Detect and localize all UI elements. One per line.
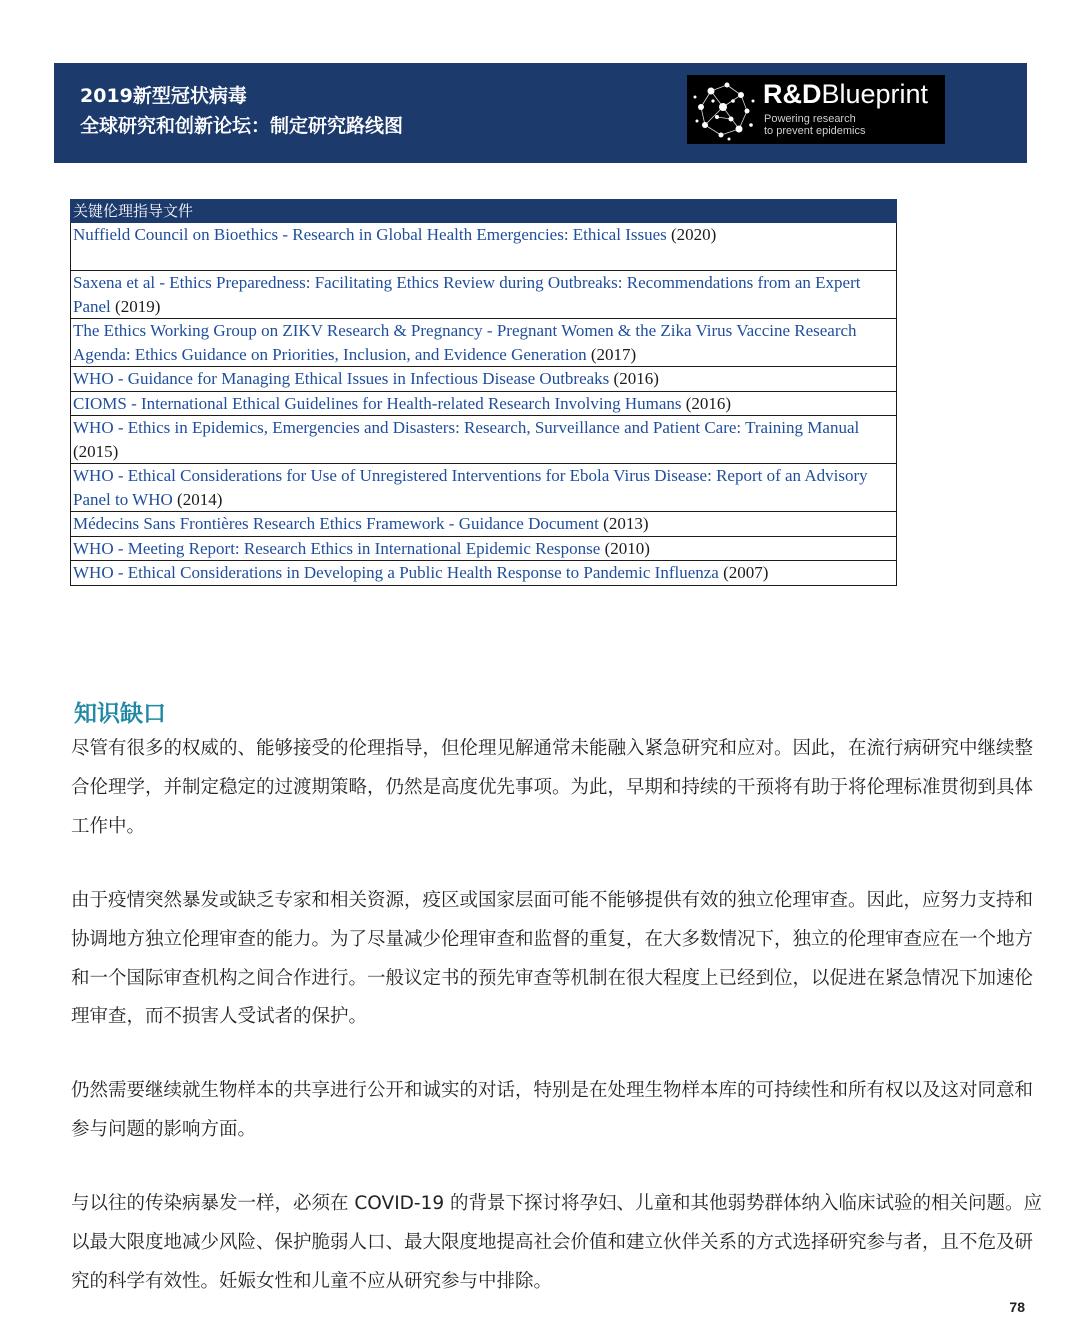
paragraph: 与以往的传染病暴发一样，必须在 COVID-19 的背景下探讨将孕妇、儿童和其他弱势群体纳入临床试验的相关问题。应以最大限度地减少风险、保护脆弱人口、最大限度地提高社会价值和建立伙伴关系的方式选择研究参与者，且不危及研究的科学有效性。妊娠女性和儿童不应从研究参与中排除。 (71, 1193, 1042, 1292)
logo-tagline (764, 113, 866, 137)
table-cell (71, 416, 897, 464)
table-cell (71, 223, 897, 271)
logo-name (763, 77, 928, 111)
reference-link[interactable]: CIOMS - International Ethical Guidelines for Health-related Research Involving Humans (73, 393, 682, 413)
reference-year: (2016) (681, 393, 732, 413)
table-cell (71, 464, 897, 512)
ethics-guidance-table (70, 199, 897, 586)
table-cell (71, 319, 897, 367)
reference-year: (2013) (598, 514, 649, 533)
reference-year: (2010) (600, 538, 650, 558)
reference-link[interactable]: Nuffield Council on Bioethics - Research in Global Health Emergencies: Ethical Issues (73, 225, 667, 244)
table-row (71, 367, 897, 392)
table-cell (71, 391, 897, 416)
table-cell (71, 536, 897, 561)
rd-blueprint-logo (687, 75, 945, 144)
table-row (71, 271, 897, 319)
page-number: 78 (1009, 1299, 1025, 1315)
section-heading: 知识缺口 (74, 701, 166, 727)
table-row (71, 561, 897, 586)
reference-year: (2017) (586, 344, 637, 364)
reference-link[interactable]: Saxena et al - Ethics Preparedness: Facilitating Ethics Review during Outbreaks: Recommendations from an Expert Panel (73, 273, 861, 316)
header-title-line1: 2019新型冠状病毒 (80, 85, 247, 107)
reference-link[interactable]: Médecins Sans Frontières Research Ethics Framework - Guidance Document (73, 514, 599, 533)
reference-year: (2020) (666, 225, 717, 244)
reference-link[interactable]: WHO - Meeting Report: Research Ethics in International Epidemic Response (73, 538, 601, 558)
network-dots-icon (691, 77, 757, 142)
reference-year: (2014) (172, 489, 223, 509)
header-title-line2: 全球研究和创新论坛：制定研究路线图 (80, 115, 404, 137)
logo-tagline-line1: Powering research (764, 113, 856, 125)
header-band (54, 63, 1027, 163)
header-title (80, 81, 403, 141)
table-cell (71, 561, 897, 586)
table-row (71, 416, 897, 464)
table-cell (71, 512, 897, 537)
reference-year: (2007) (718, 563, 769, 582)
table-cell (71, 271, 897, 319)
table-row (71, 464, 897, 512)
reference-link[interactable]: WHO - Ethical Considerations in Developing a Public Health Response to Pandemic Influenza (73, 563, 719, 582)
table-cell (71, 367, 897, 392)
reference-link[interactable]: The Ethics Working Group on ZIKV Research & Pregnancy - Pregnant Women & the Zika Virus Vaccine Research Agenda: Ethics Guidance on Priorities, Inclusion, and Evidence Generation (73, 321, 857, 364)
reference-year: (2015) (73, 441, 119, 461)
reference-link[interactable]: WHO - Guidance for Managing Ethical Issues in Infectious Disease Outbreaks (73, 369, 610, 388)
table-header-row (71, 200, 897, 223)
logo-name-rd: R&D (763, 79, 822, 109)
table-row (71, 319, 897, 367)
reference-year: (2019) (110, 296, 161, 316)
reference-link[interactable]: WHO - Ethical Considerations for Use of Unregistered Interventions for Ebola Virus Disease: Report of an Advisory Panel to WHO (73, 466, 868, 509)
table-header: 关键伦理指导文件 (71, 200, 897, 223)
reference-link[interactable]: WHO - Ethics in Epidemics, Emergencies and Disasters: Research, Surveillance and Patient Care: Training Manual (73, 418, 860, 437)
table-row (71, 512, 897, 537)
paragraph: 尽管有很多的权威的、能够接受的伦理指导，但伦理见解通常未能融入紧急研究和应对。因此，在流行病研究中继续整合伦理学，并制定稳定的过渡期策略，仍然是高度优先事项。为此，早期和持续的干预将有助于将伦理标准贯彻到具体工作中。 (71, 738, 1034, 837)
reference-year: (2016) (609, 369, 659, 388)
table-row (71, 391, 897, 416)
table-row (71, 223, 897, 271)
table-row (71, 536, 897, 561)
logo-tagline-line2: to prevent epidemics (764, 125, 866, 137)
paragraph: 由于疫情突然暴发或缺乏专家和相关资源，疫区或国家层面可能不能够提供有效的独立伦理审查。因此，应努力支持和协调地方独立伦理审查的能力。为了尽量减少伦理审查和监督的重复，在大多数情况下，独立的伦理审查应在一个地方和一个国际审查机构之间合作进行。一般议定书的预先审查等机制在很大程度上已经到位，以促进在紧急情况下加速伦理审查，而不损害人受试者的保护。 (71, 890, 1034, 1028)
paragraph: 仍然需要继续就生物样本的共享进行公开和诚实的对话，特别是在处理生物样本库的可持续性和所有权以及这对同意和参与问题的影响方面。 (71, 1080, 1034, 1140)
logo-name-rest: Blueprint (821, 79, 929, 109)
